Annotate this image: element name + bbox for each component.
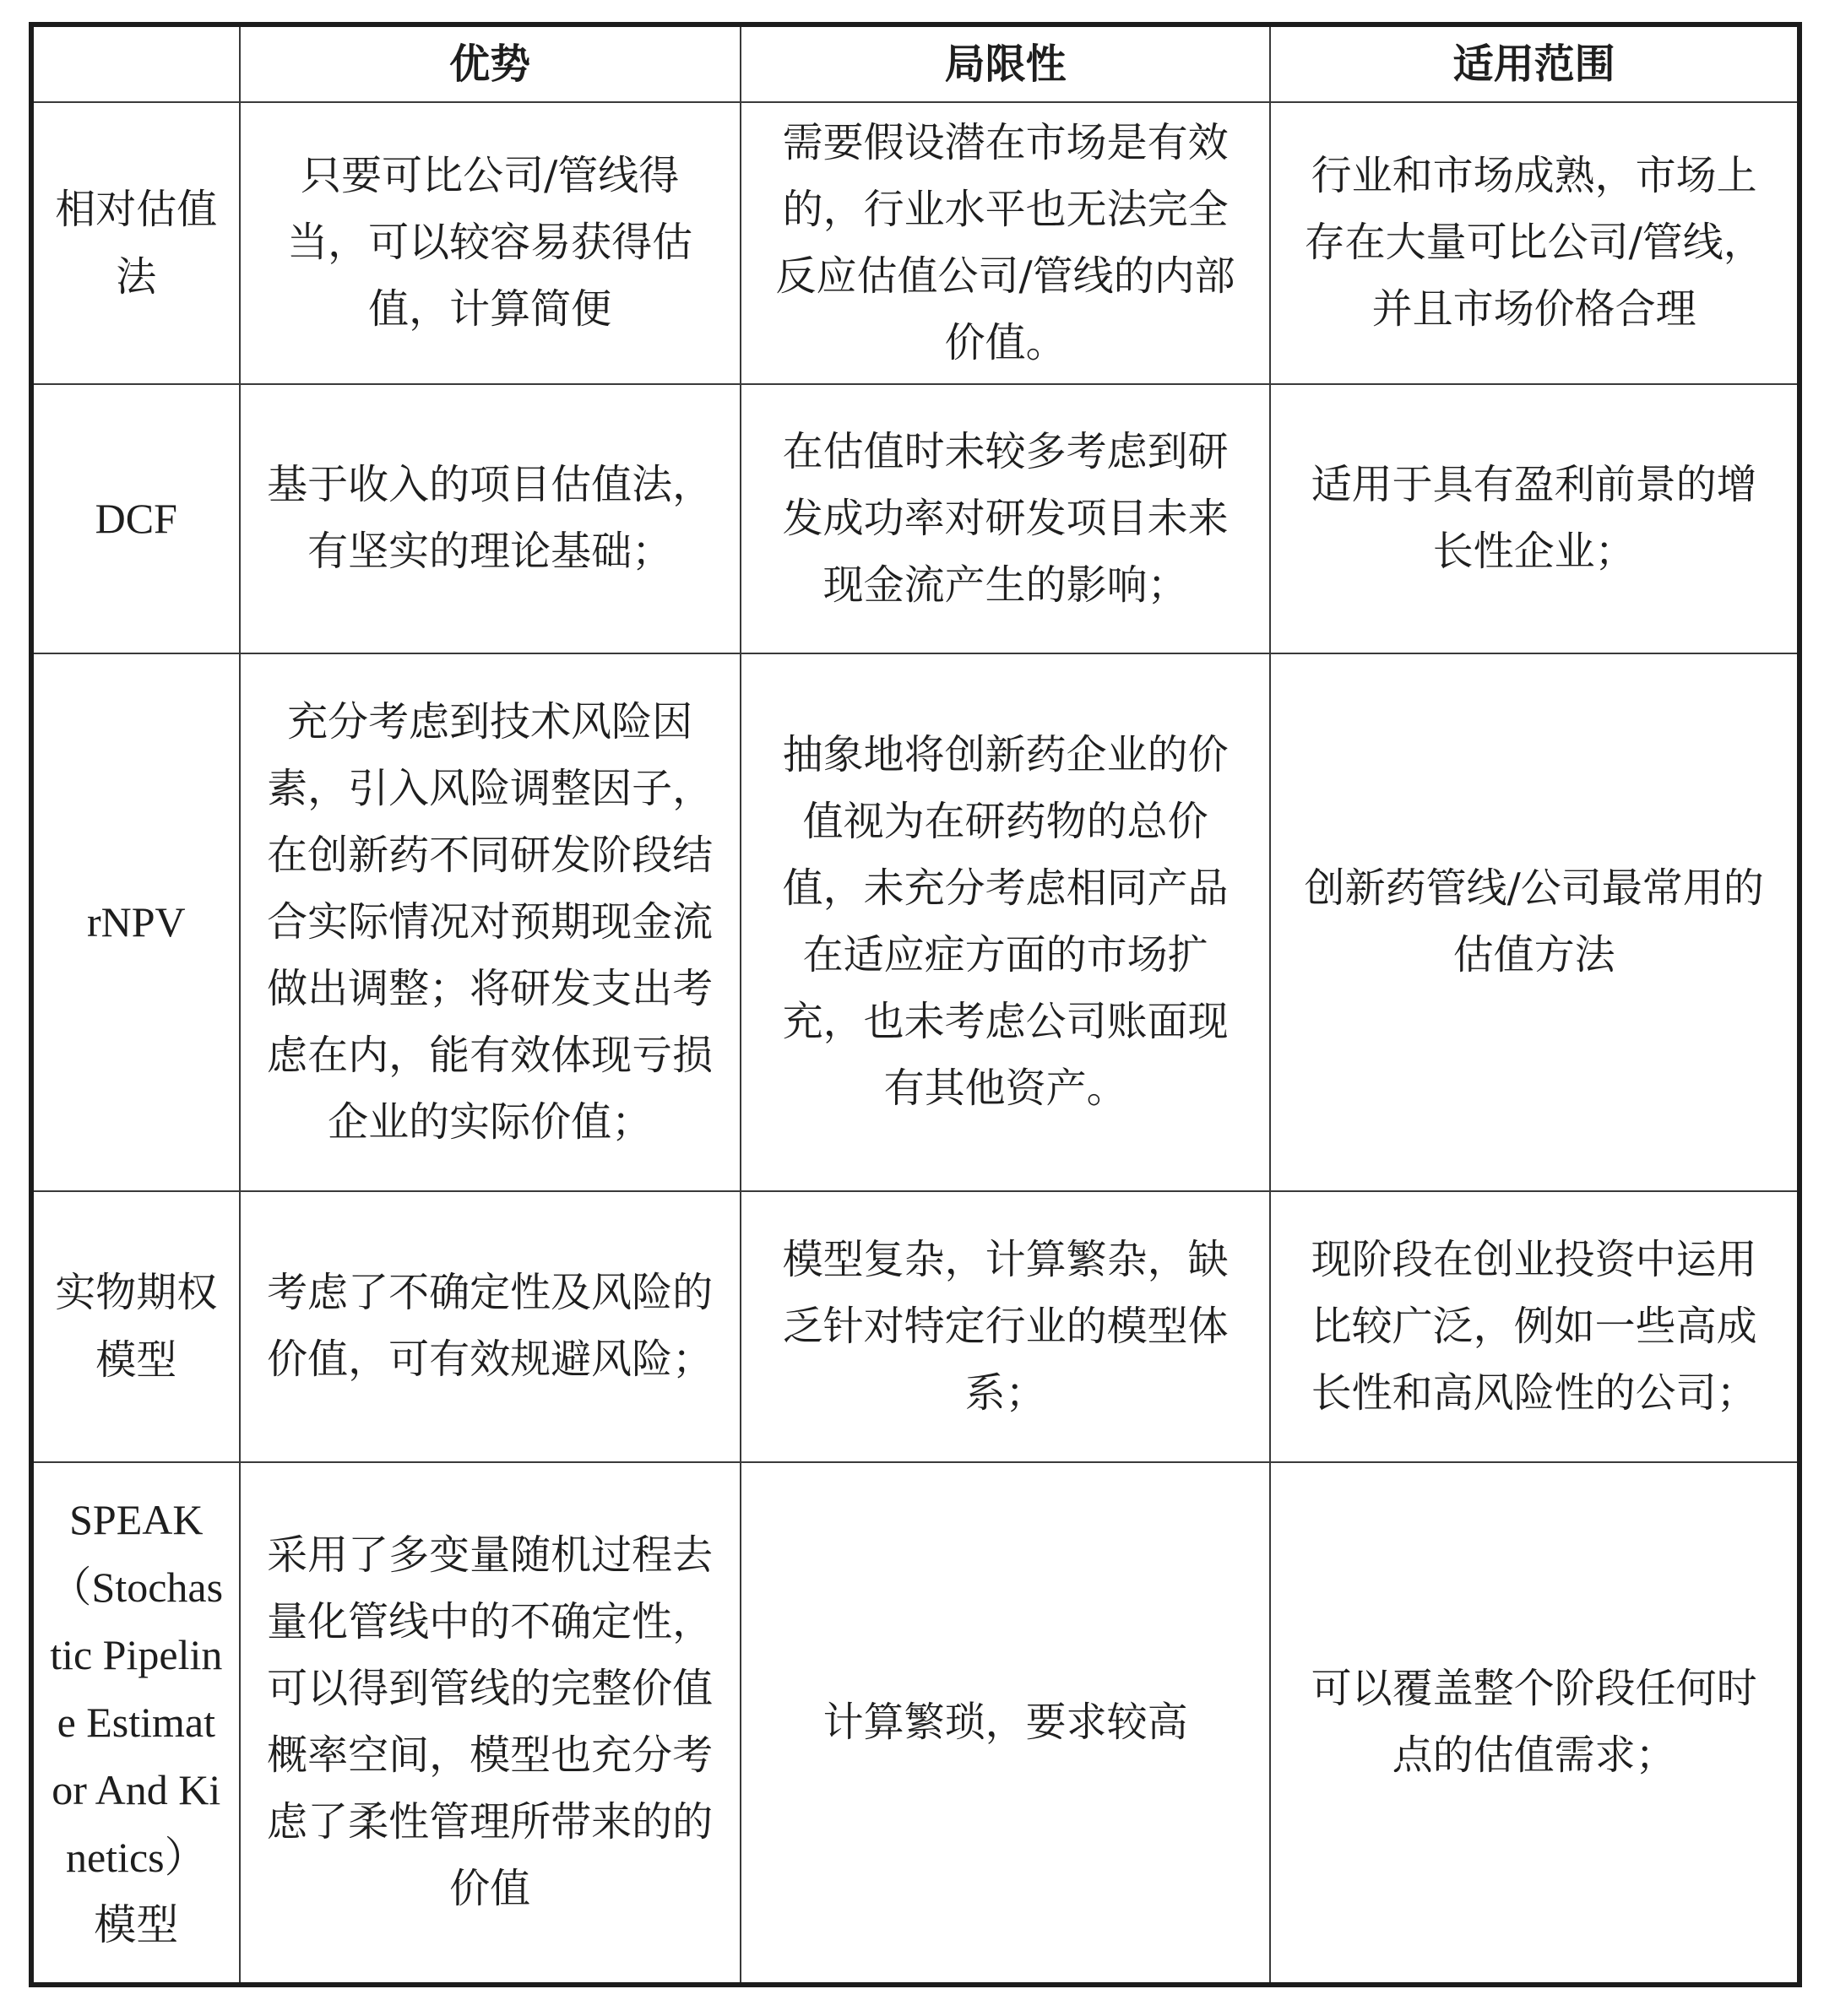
header-scope: 适用范围 bbox=[1270, 24, 1800, 102]
row-advantages: 充分考虑到技术风险因素，引入风险调整因子，在创新药不同研发阶段结合实际情况对预期现金流做出调整；将研发支出考虑在内，能有效体现亏损企业的实际价值； bbox=[240, 653, 741, 1191]
row-advantages: 只要可比公司/管线得当，可以较容易获得估值，计算简便 bbox=[240, 102, 741, 384]
row-method: SPEAK（Stochastic Pipeline Estimator And Kinetics）模型 bbox=[31, 1462, 240, 1985]
table-row bbox=[31, 1191, 1800, 1462]
row-method: 实物期权模型 bbox=[31, 1191, 240, 1462]
row-scope: 现阶段在创业投资中运用比较广泛，例如一些高成长性和高风险性的公司； bbox=[1270, 1191, 1800, 1462]
table-row bbox=[31, 1462, 1800, 1985]
row-limitations: 计算繁琐，要求较高 bbox=[741, 1462, 1271, 1985]
table-row bbox=[31, 102, 1800, 384]
row-limitations: 抽象地将创新药企业的价值视为在研药物的总价值，未充分考虑相同产品在适应症方面的市场扩充，也未考虑公司账面现有其他资产。 bbox=[741, 653, 1271, 1191]
table-row bbox=[31, 653, 1800, 1191]
row-method: DCF bbox=[31, 384, 240, 653]
row-limitations: 需要假设潜在市场是有效的，行业水平也无法完全反应估值公司/管线的内部价值。 bbox=[741, 102, 1271, 384]
row-advantages: 采用了多变量随机过程去量化管线中的不确定性，可以得到管线的完整价值概率空间，模型也充分考虑了柔性管理所带来的的价值 bbox=[240, 1462, 741, 1985]
row-scope: 可以覆盖整个阶段任何时点的估值需求； bbox=[1270, 1462, 1800, 1985]
header-advantages: 优势 bbox=[240, 24, 741, 102]
row-method: rNPV bbox=[31, 653, 240, 1191]
header-method bbox=[31, 24, 240, 102]
table-row bbox=[31, 384, 1800, 653]
row-advantages: 基于收入的项目估值法，有坚实的理论基础； bbox=[240, 384, 741, 653]
table-header-row bbox=[31, 24, 1800, 102]
row-scope: 创新药管线/公司最常用的估值方法 bbox=[1270, 653, 1800, 1191]
row-scope: 适用于具有盈利前景的增长性企业； bbox=[1270, 384, 1800, 653]
row-limitations: 在估值时未较多考虑到研发成功率对研发项目未来现金流产生的影响； bbox=[741, 384, 1271, 653]
valuation-methods-table bbox=[29, 22, 1802, 1987]
header-limitations: 局限性 bbox=[741, 24, 1271, 102]
row-limitations: 模型复杂，计算繁杂，缺乏针对特定行业的模型体系； bbox=[741, 1191, 1271, 1462]
row-scope: 行业和市场成熟，市场上存在大量可比公司/管线，并且市场价格合理 bbox=[1270, 102, 1800, 384]
row-method: 相对估值法 bbox=[31, 102, 240, 384]
row-advantages: 考虑了不确定性及风险的价值，可有效规避风险； bbox=[240, 1191, 741, 1462]
